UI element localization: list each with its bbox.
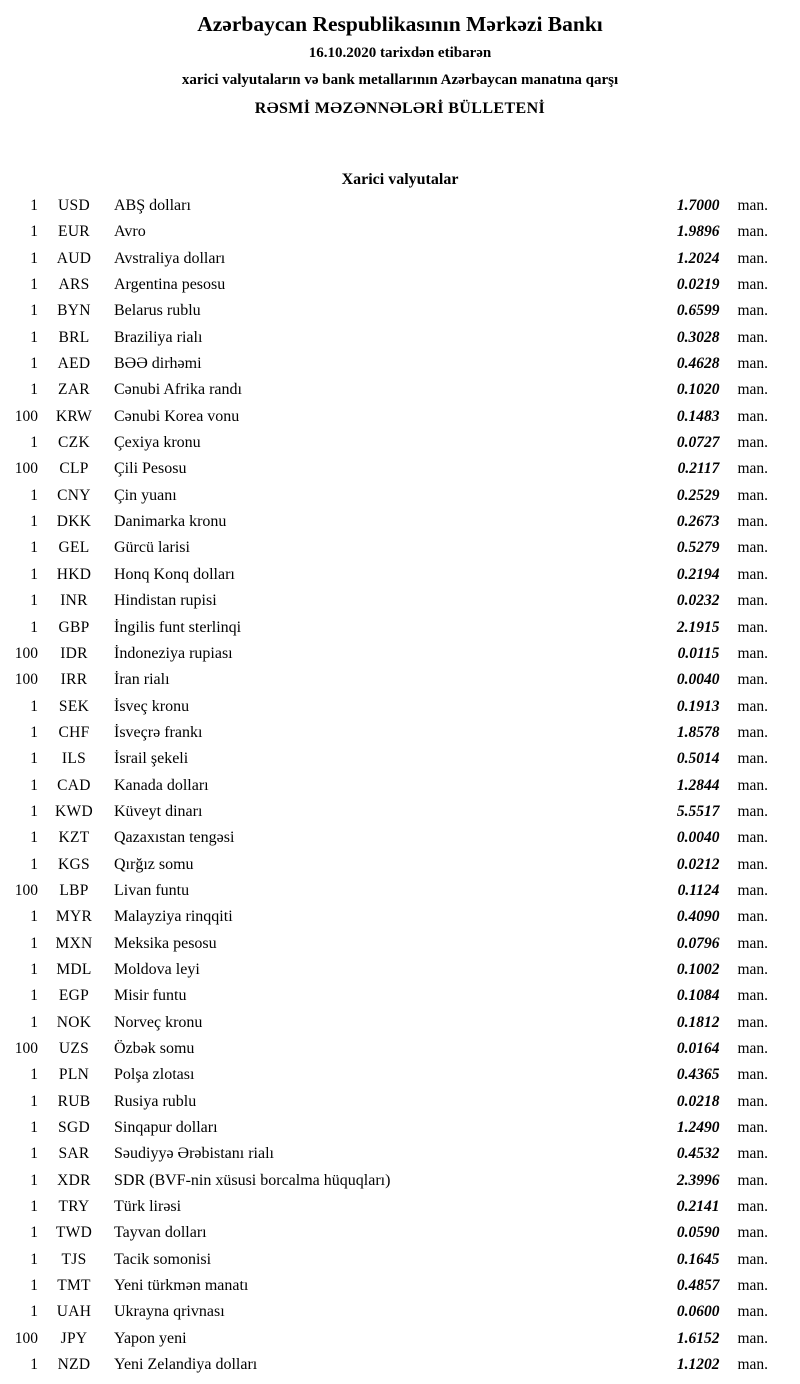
rate-value: 0.2673 [676, 513, 720, 531]
table-row [6, 1119, 768, 1145]
quantity: 1 [30, 355, 38, 373]
currency-name: Yeni türkmən manatı [114, 1277, 249, 1295]
rate-value: 2.3996 [676, 1171, 720, 1189]
rate-value: 0.1913 [676, 697, 720, 715]
rate-value: 1.1202 [676, 1356, 720, 1374]
table-row [6, 539, 768, 565]
unit-label: man. [737, 644, 768, 662]
currency-code: ZAR [58, 381, 90, 399]
currency-name: İngilis funt sterlinqi [114, 618, 242, 636]
rate-value: 0.3028 [676, 328, 720, 346]
rate-value: 0.1483 [676, 407, 720, 425]
currency-code: GBP [58, 618, 90, 636]
currency-name: Argentina pesosu [114, 276, 226, 294]
quantity: 1 [30, 1198, 38, 1216]
rate-value: 0.0040 [676, 671, 720, 689]
currency-code: SEK [58, 697, 90, 715]
unit-label: man. [737, 486, 768, 504]
table-row [6, 250, 768, 276]
currency-name: Çin yuanı [114, 486, 177, 504]
currency-code: BRL [58, 328, 90, 346]
table-row [6, 381, 768, 407]
unit-label: man. [737, 750, 768, 768]
table-row [6, 1330, 768, 1356]
rate-value: 0.0219 [676, 276, 720, 294]
unit-label: man. [737, 881, 768, 899]
rate-value: 0.4628 [676, 355, 720, 373]
quantity: 1 [30, 249, 38, 267]
unit-label: man. [737, 1171, 768, 1189]
currency-code: KZT [58, 829, 90, 847]
rate-value: 0.0212 [676, 855, 720, 873]
unit-label: man. [737, 697, 768, 715]
currency-name: Misir funtu [114, 987, 187, 1005]
currency-code: CNY [57, 486, 91, 504]
bulletin-heading: RƏSMİ MƏZƏNNƏLƏRİ BÜLLETENİ [254, 100, 546, 117]
currency-name: Norveç kronu [114, 1013, 203, 1031]
unit-label: man. [737, 539, 768, 557]
unit-label: man. [737, 671, 768, 689]
unit-label: man. [737, 855, 768, 873]
table-row [6, 1093, 768, 1119]
rate-value: 1.6152 [676, 1329, 720, 1347]
table-row [6, 223, 768, 249]
table-row [6, 513, 768, 539]
currency-code: NOK [56, 1013, 92, 1031]
unit-label: man. [737, 1119, 768, 1137]
table-row [6, 882, 768, 908]
currency-code: NZD [57, 1356, 91, 1374]
table-row [6, 1251, 768, 1277]
rate-value: 1.8578 [676, 723, 720, 741]
unit-label: man. [737, 829, 768, 847]
quantity: 1 [30, 197, 38, 214]
unit-label: man. [737, 908, 768, 926]
unit-label: man. [737, 513, 768, 531]
currency-code: JPY [60, 1329, 88, 1347]
currency-code: AED [57, 355, 91, 373]
quantity: 1 [30, 328, 38, 346]
table-row [6, 935, 768, 961]
currency-name: Moldova leyi [114, 960, 200, 978]
quantity: 1 [30, 1013, 38, 1031]
currency-code: INR [60, 592, 88, 610]
unit-label: man. [737, 618, 768, 636]
unit-label: man. [737, 1356, 768, 1374]
unit-label: man. [737, 249, 768, 267]
unit-label: man. [737, 434, 768, 452]
rate-value: 0.0232 [676, 592, 720, 610]
table-row [6, 1066, 768, 1092]
currency-name: Malayziya rinqqiti [114, 908, 233, 926]
currency-code: LBP [59, 881, 89, 899]
currency-code: HKD [56, 565, 92, 583]
currency-name: Sinqapur dolları [114, 1119, 218, 1137]
currency-name: Avro [114, 223, 146, 241]
quantity: 1 [30, 1119, 38, 1137]
quantity: 1 [30, 750, 38, 768]
quantity: 100 [14, 671, 38, 689]
currency-name: Belarus rublu [114, 302, 201, 320]
table-row [6, 1224, 768, 1250]
rate-value: 0.0164 [676, 1040, 720, 1057]
rate-value: 0.0115 [677, 644, 720, 662]
currency-name: Ukrayna qrivnası [114, 1303, 225, 1321]
rate-value: 0.1002 [676, 960, 720, 978]
currency-name: İran rialı [114, 671, 170, 689]
quantity: 1 [30, 1356, 38, 1374]
unit-label: man. [737, 1224, 768, 1242]
table-row [6, 197, 768, 223]
unit-label: man. [737, 960, 768, 978]
table-row [6, 460, 768, 486]
table-row [6, 856, 768, 882]
quantity: 1 [30, 776, 38, 794]
quantity: 1 [30, 723, 38, 741]
currency-code: UAH [56, 1303, 92, 1321]
currency-code: TRY [58, 1198, 90, 1216]
quantity: 1 [30, 908, 38, 926]
currency-code: SAR [58, 1145, 90, 1163]
table-row [6, 355, 768, 381]
quantity: 1 [30, 434, 38, 452]
currency-name: Yapon yeni [114, 1329, 187, 1347]
currency-name: Kanada dolları [114, 776, 209, 794]
currency-name: Honq Konq dolları [114, 565, 235, 583]
currency-code: RUB [57, 1092, 91, 1110]
quantity: 100 [14, 407, 38, 425]
table-row [6, 961, 768, 987]
currency-name: Yeni Zelandiya dolları [114, 1356, 258, 1374]
table-row [6, 987, 768, 1013]
currency-name: Cənubi Korea vonu [114, 407, 240, 425]
table-row [6, 671, 768, 697]
section-title-foreign-currencies: Xarici valyutalar [341, 171, 459, 188]
currency-name: İndoneziya rupiası [114, 644, 233, 662]
rate-value: 0.2117 [677, 460, 720, 478]
table-row [6, 829, 768, 855]
currency-name: Qırğız somu [114, 855, 194, 873]
quantity: 1 [30, 855, 38, 873]
unit-label: man. [737, 460, 768, 478]
currency-name: İsveç kronu [114, 697, 190, 715]
currency-code: USD [58, 197, 90, 214]
currency-name: Braziliya rialı [114, 328, 203, 346]
rate-value: 0.1812 [676, 1013, 720, 1031]
currency-code: TWD [55, 1224, 93, 1242]
quantity: 1 [30, 1145, 38, 1163]
quantity: 100 [14, 1040, 38, 1057]
table-row [6, 1040, 768, 1066]
quantity: 1 [30, 276, 38, 294]
rate-value: 0.0590 [676, 1224, 720, 1242]
currency-code: DKK [56, 513, 92, 531]
quantity: 1 [30, 1277, 38, 1295]
unit-label: man. [737, 565, 768, 583]
unit-label: man. [737, 1303, 768, 1321]
bulletin-subtitle: xarici valyutaların və bank metallarının Azərbaycan manatına qarşı [181, 72, 619, 88]
currency-code: XDR [57, 1171, 91, 1189]
table-row [6, 566, 768, 592]
bank-title: Azərbaycan Respublikasının Mərkəzi Bankı [197, 12, 603, 36]
currency-code: CHF [58, 723, 90, 741]
quantity: 1 [30, 592, 38, 610]
currency-code: MYR [55, 908, 93, 926]
currency-name: Türk lirəsi [114, 1198, 182, 1216]
rate-value: 0.2194 [676, 565, 720, 583]
quantity: 1 [30, 987, 38, 1005]
currency-name: İsrail şekeli [114, 750, 189, 768]
currency-code: ARS [58, 276, 90, 294]
quantity: 100 [14, 1329, 38, 1347]
unit-label: man. [737, 328, 768, 346]
quantity: 1 [30, 1224, 38, 1242]
table-row [6, 302, 768, 328]
currency-name: Çexiya kronu [114, 434, 201, 452]
currency-name: Özbək somu [114, 1040, 195, 1057]
table-row [6, 276, 768, 302]
quantity: 1 [30, 1092, 38, 1110]
unit-label: man. [737, 723, 768, 741]
currency-code: PLN [58, 1066, 90, 1084]
unit-label: man. [737, 223, 768, 241]
currency-code: KGS [58, 855, 90, 873]
table-row [6, 592, 768, 618]
unit-label: man. [737, 1198, 768, 1216]
currency-name: Cənubi Afrika randı [114, 381, 242, 399]
rate-value: 0.5014 [676, 750, 720, 768]
table-row [6, 329, 768, 355]
quantity: 1 [30, 486, 38, 504]
currency-name: Danimarka kronu [114, 513, 227, 531]
unit-label: man. [737, 1277, 768, 1295]
currency-code: CLP [59, 460, 89, 478]
table-row [6, 434, 768, 460]
quantity: 1 [30, 302, 38, 320]
unit-label: man. [737, 1040, 768, 1057]
currency-name: Rusiya rublu [114, 1092, 197, 1110]
unit-label: man. [737, 934, 768, 952]
quantity: 100 [14, 644, 38, 662]
rate-value: 0.5279 [676, 539, 720, 557]
quantity: 1 [30, 829, 38, 847]
table-row [6, 777, 768, 803]
currency-name: İsveçrə frankı [114, 723, 203, 741]
currency-code: MDL [56, 960, 92, 978]
rate-value: 0.2141 [676, 1198, 720, 1216]
currency-code: ILS [61, 750, 87, 768]
rate-value: 0.4365 [676, 1066, 720, 1084]
quantity: 1 [30, 223, 38, 241]
currency-name: Meksika pesosu [114, 934, 217, 952]
currency-name: SDR (BVF-nin xüsusi borcalma hüquqları) [114, 1171, 391, 1189]
rate-value: 0.0600 [676, 1303, 720, 1321]
quantity: 1 [30, 1303, 38, 1321]
currency-code: EGP [58, 987, 90, 1005]
table-row [6, 1277, 768, 1303]
currency-code: CZK [58, 434, 90, 452]
currency-name: Gürcü larisi [114, 539, 190, 557]
currency-code: IRR [60, 671, 88, 689]
currency-code: EUR [58, 223, 90, 241]
unit-label: man. [737, 1145, 768, 1163]
table-row [6, 1198, 768, 1224]
rate-value: 1.2844 [676, 776, 720, 794]
currency-code: UZS [58, 1040, 90, 1057]
effective-date: 16.10.2020 tarixdən etibarən [308, 45, 492, 61]
currency-table [0, 197, 800, 1382]
unit-label: man. [737, 197, 768, 214]
currency-code: BYN [57, 302, 91, 320]
currency-code: MXN [55, 934, 93, 952]
rate-value: 0.4090 [676, 908, 720, 926]
unit-label: man. [737, 1329, 768, 1347]
currency-code: TMT [57, 1277, 91, 1295]
unit-label: man. [737, 355, 768, 373]
unit-label: man. [737, 1066, 768, 1084]
currency-code: KRW [55, 407, 93, 425]
rate-value: 1.7000 [676, 197, 720, 214]
currency-name: Çili Pesosu [114, 460, 187, 478]
quantity: 1 [30, 565, 38, 583]
table-row [6, 803, 768, 829]
table-row [6, 1145, 768, 1171]
currency-code: GEL [58, 539, 90, 557]
quantity: 1 [30, 513, 38, 531]
rate-value: 0.0796 [676, 934, 720, 952]
currency-name: Polşa zlotası [114, 1066, 195, 1084]
rate-value: 0.4857 [676, 1277, 720, 1295]
rate-value: 1.9896 [676, 223, 720, 241]
unit-label: man. [737, 987, 768, 1005]
currency-name: ABŞ dolları [114, 197, 191, 214]
unit-label: man. [737, 381, 768, 399]
quantity: 1 [30, 1250, 38, 1268]
unit-label: man. [737, 1013, 768, 1031]
unit-label: man. [737, 776, 768, 794]
rate-value: 0.6599 [676, 302, 720, 320]
rate-value: 0.1084 [676, 987, 720, 1005]
rate-value: 0.1124 [677, 881, 720, 899]
quantity: 1 [30, 618, 38, 636]
table-row [6, 1172, 768, 1198]
quantity: 1 [30, 381, 38, 399]
document-header [0, 0, 800, 123]
quantity: 1 [30, 802, 38, 820]
table-row [6, 750, 768, 776]
table-row [6, 645, 768, 671]
currency-name: Hindistan rupisi [114, 592, 217, 610]
quantity: 1 [30, 697, 38, 715]
currency-name: BƏƏ dirhəmi [114, 355, 202, 373]
quantity: 1 [30, 1171, 38, 1189]
currency-code: CAD [57, 776, 91, 794]
currency-code: IDR [60, 644, 88, 662]
currency-name: Küveyt dinarı [114, 802, 203, 820]
rate-value: 0.0040 [676, 829, 720, 847]
rate-value: 1.2024 [676, 249, 720, 267]
table-row [6, 619, 768, 645]
table-row [6, 1356, 768, 1382]
unit-label: man. [737, 1250, 768, 1268]
table-row [6, 487, 768, 513]
currency-name: Tacik somonisi [114, 1250, 212, 1268]
unit-label: man. [737, 592, 768, 610]
currency-code: KWD [55, 802, 93, 820]
unit-label: man. [737, 302, 768, 320]
rate-value: 5.5517 [676, 802, 720, 820]
currency-name: Tayvan dolları [114, 1224, 207, 1242]
unit-label: man. [737, 802, 768, 820]
rate-value: 1.2490 [676, 1119, 720, 1137]
quantity: 100 [14, 460, 38, 478]
currency-name: Livan funtu [114, 881, 190, 899]
table-row [6, 908, 768, 934]
rate-value: 0.1645 [676, 1250, 720, 1268]
rate-value: 0.1020 [676, 381, 720, 399]
currency-code: AUD [56, 249, 92, 267]
table-row [6, 408, 768, 434]
currency-name: Avstraliya dolları [114, 249, 226, 267]
unit-label: man. [737, 1092, 768, 1110]
quantity: 1 [30, 1066, 38, 1084]
rate-value: 2.1915 [676, 618, 720, 636]
table-row [6, 724, 768, 750]
quantity: 1 [30, 539, 38, 557]
quantity: 1 [30, 960, 38, 978]
table-row [6, 1303, 768, 1329]
currency-code: SGD [58, 1119, 90, 1137]
unit-label: man. [737, 276, 768, 294]
rate-value: 0.2529 [676, 486, 720, 504]
currency-name: Qazaxıstan tengəsi [114, 829, 235, 847]
table-row [6, 698, 768, 724]
quantity: 1 [30, 934, 38, 952]
currency-code: TJS [61, 1250, 87, 1268]
currency-name: Səudiyyə Ərəbistanı rialı [114, 1145, 274, 1163]
rate-value: 0.4532 [676, 1145, 720, 1163]
rate-value: 0.0727 [676, 434, 720, 452]
rate-value: 0.0218 [676, 1092, 720, 1110]
table-row [6, 1014, 768, 1040]
quantity: 100 [14, 881, 38, 899]
unit-label: man. [737, 407, 768, 425]
